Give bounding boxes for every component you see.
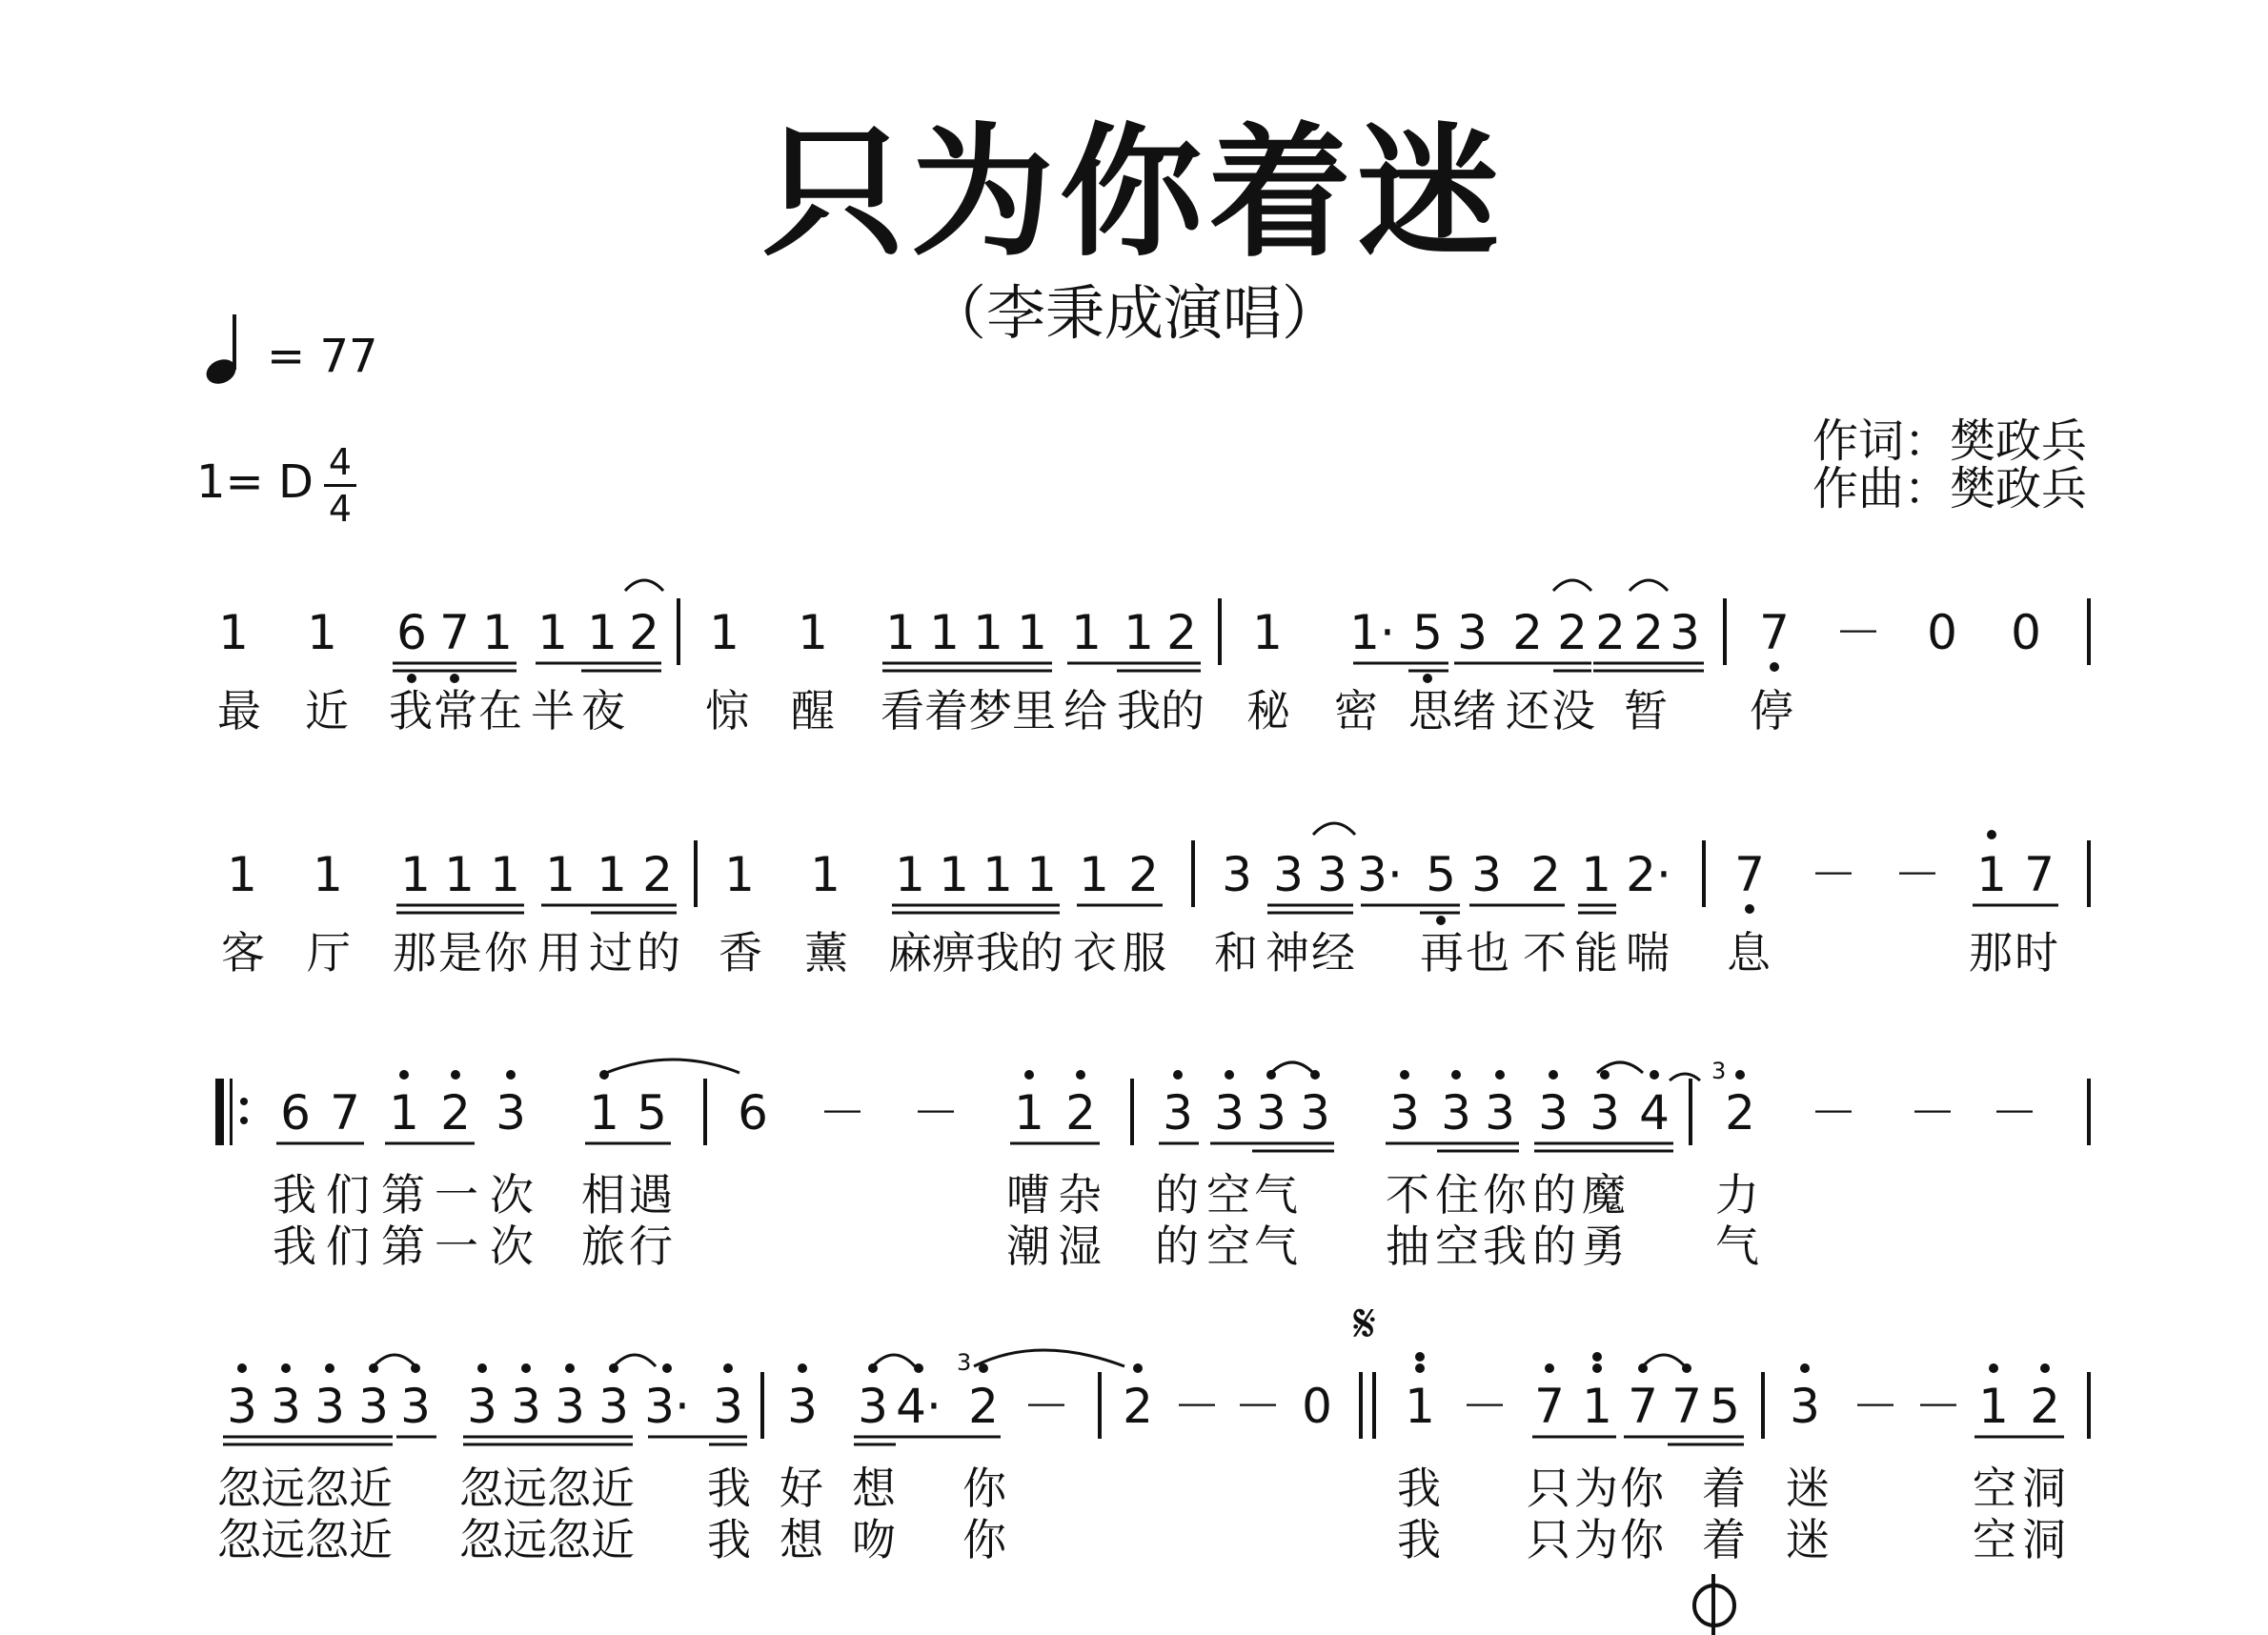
lyric: 还 <box>1506 685 1549 737</box>
lyric: 麻 <box>888 927 932 979</box>
lyric: 吻 <box>852 1514 896 1565</box>
lyric: 的 <box>1155 1221 1199 1272</box>
lyric: 住 <box>1435 1169 1479 1221</box>
note: 4 <box>1639 1085 1670 1140</box>
note: 2 <box>1065 1085 1096 1140</box>
note: 1 <box>1252 605 1283 660</box>
note: 5 <box>1710 1379 1740 1434</box>
lyric: 息 <box>1727 927 1771 979</box>
note: 3 <box>1538 1085 1569 1140</box>
note: 1 <box>1581 847 1611 902</box>
lyric: 惊 <box>705 685 749 737</box>
lyric: 着 <box>1702 1514 1746 1565</box>
lyric: 我 <box>273 1169 316 1221</box>
note: － <box>1234 1379 1282 1434</box>
note: 1 <box>490 847 520 902</box>
note: 2 <box>1530 847 1561 902</box>
note: 3 <box>1256 1085 1286 1140</box>
lyric: 我 <box>707 1514 751 1565</box>
lyric: 魔 <box>1582 1169 1626 1221</box>
note: 7 <box>330 1085 360 1140</box>
lyric: 你 <box>1620 1514 1664 1565</box>
lyric: 为 <box>1574 1463 1618 1514</box>
note: 3 <box>511 1379 541 1434</box>
note: 3· <box>1357 847 1403 902</box>
note: 1 <box>810 847 840 902</box>
lyric: 那 <box>393 927 436 979</box>
lyric: 旅 <box>581 1221 625 1272</box>
lyric: 湿 <box>1058 1221 1102 1272</box>
lyric: 密 <box>1334 685 1378 737</box>
song-subtitle: （李秉成演唱） <box>926 278 1341 348</box>
note: 2 <box>1512 605 1543 660</box>
note: 1 <box>227 847 257 902</box>
lyric: 杂 <box>1058 1169 1102 1221</box>
note: 7 <box>1534 1379 1565 1434</box>
lyric: 你 <box>962 1514 1006 1565</box>
note: 3 <box>1471 847 1502 902</box>
note: 1 <box>1014 1085 1044 1140</box>
note: 3 <box>1273 847 1304 902</box>
lyric: 近 <box>305 685 349 737</box>
lyric: 次 <box>490 1221 534 1272</box>
lyric: 忽远忽近 <box>459 1514 635 1565</box>
note: － <box>1852 1379 1899 1434</box>
note: － <box>1810 847 1857 902</box>
note: 3 <box>400 1379 431 1434</box>
lyric: 忽远忽近 <box>217 1514 393 1565</box>
lyric: 空 <box>1206 1221 1250 1272</box>
lyric: 的 <box>1532 1221 1576 1272</box>
lyric: 再 <box>1420 927 1464 979</box>
lyric: 第 <box>381 1169 425 1221</box>
note: 1 <box>709 605 739 660</box>
note: 1 <box>587 605 618 660</box>
note: 6 <box>738 1085 768 1140</box>
tuplet-label: 3 <box>1711 1058 1727 1084</box>
note: 2 <box>1128 847 1159 902</box>
note: 3 <box>787 1379 818 1434</box>
lyric: 我 <box>1397 1463 1441 1514</box>
note: 1 <box>939 847 969 902</box>
note: 3 <box>467 1379 497 1434</box>
lyric: 给 <box>1063 685 1107 737</box>
lyric: 痹 <box>932 927 976 979</box>
lyric: 空 <box>1973 1463 2016 1514</box>
octave-dots <box>237 662 2050 1373</box>
lyric: 夜 <box>581 685 625 737</box>
lyric: 气 <box>1254 1221 1298 1272</box>
lyric: 的 <box>1020 927 1063 979</box>
lyric: 第 <box>381 1221 425 1272</box>
lyric: 我 <box>976 927 1020 979</box>
note: 2 <box>1633 605 1664 660</box>
lyric: 的 <box>1161 685 1205 737</box>
lyric: 一 <box>435 1169 478 1221</box>
lyric: 里 <box>1012 685 1056 737</box>
note: － <box>1991 1085 2038 1140</box>
lyric: 醒 <box>791 685 835 737</box>
note: 2 <box>1166 605 1197 660</box>
note: 1 <box>895 847 925 902</box>
note: 2 <box>1557 605 1588 660</box>
lyric: 只 <box>1527 1463 1570 1514</box>
note: 1 <box>597 847 627 902</box>
note: 7 <box>1759 605 1790 660</box>
note: 3 <box>598 1379 629 1434</box>
note: 2 <box>1725 1085 1755 1140</box>
note: 1 <box>973 605 1003 660</box>
note: － <box>1461 1379 1509 1434</box>
note: 3 <box>496 1085 526 1140</box>
note: 3 <box>1441 1085 1471 1140</box>
note: 1 <box>1026 847 1057 902</box>
lyric: 勇 <box>1582 1221 1626 1272</box>
note: 0 <box>1302 1379 1332 1434</box>
lyric: 你 <box>1620 1463 1664 1514</box>
note: － <box>912 1085 960 1140</box>
note: － <box>1023 1379 1070 1434</box>
lyric: 没 <box>1551 685 1595 737</box>
lyric: 为 <box>1574 1514 1618 1565</box>
note: 1 <box>929 605 960 660</box>
note: 2 <box>629 605 659 660</box>
note: 5 <box>1412 605 1443 660</box>
lyric: 我 <box>1397 1514 1441 1565</box>
lyric: 你 <box>484 927 528 979</box>
note: 1 <box>1405 1379 1435 1434</box>
lyric: 也 <box>1466 927 1509 979</box>
note: 3 <box>1485 1085 1515 1140</box>
lyric: 梦 <box>968 685 1012 737</box>
note: 3· <box>644 1379 690 1434</box>
lyric: 那 <box>1969 927 2013 979</box>
lyric: 和 <box>1214 927 1258 979</box>
note: 1 <box>724 847 755 902</box>
note: 3 <box>1457 605 1488 660</box>
lyric: 着 <box>924 685 968 737</box>
lyric: 香 <box>719 927 762 979</box>
lyric: 最 <box>217 685 261 737</box>
note: 3 <box>1670 605 1700 660</box>
note: 1 <box>482 605 513 660</box>
note: 1 <box>1071 605 1102 660</box>
note: 1 <box>444 847 475 902</box>
segno-sign: 𝄋 <box>1353 1293 1377 1355</box>
note: 3 <box>555 1379 585 1434</box>
note: 3 <box>713 1379 743 1434</box>
lyric: 们 <box>326 1221 370 1272</box>
lyric: 想 <box>780 1514 823 1565</box>
lyric: 忽远忽近 <box>459 1463 635 1514</box>
note: 1 <box>798 605 828 660</box>
note: 1 <box>389 1085 419 1140</box>
lyric: 常 <box>434 685 477 737</box>
note: 2 <box>2030 1379 2060 1434</box>
lyric: 潮 <box>1006 1221 1050 1272</box>
composer-credit: 作曲：樊政兵 <box>1812 462 2087 515</box>
lyric: 迷 <box>1786 1463 1830 1514</box>
note: 2 <box>1595 605 1626 660</box>
lyric: 服 <box>1123 927 1166 979</box>
note: 7 <box>439 605 470 660</box>
note: 1 <box>307 605 337 660</box>
note: 1 <box>589 1085 619 1140</box>
note: 3 <box>1317 847 1347 902</box>
note: － <box>1893 847 1941 902</box>
note: 1 <box>313 847 343 902</box>
note: 3 <box>1389 1085 1420 1140</box>
lyric: 们 <box>326 1169 370 1221</box>
note: 2 <box>968 1379 999 1434</box>
note: 4· <box>896 1379 942 1434</box>
note: 2 <box>642 847 673 902</box>
lyric: 气 <box>1254 1169 1298 1221</box>
note: 3 <box>1163 1085 1193 1140</box>
lyric: 的 <box>637 927 680 979</box>
lyric: 秘 <box>1246 685 1290 737</box>
note: 2 <box>440 1085 471 1140</box>
key-signature: 1= D <box>196 455 314 509</box>
note: 3 <box>227 1379 257 1434</box>
lyric: 衣 <box>1073 927 1117 979</box>
lyric: 空 <box>1435 1221 1479 1272</box>
note: － <box>1173 1379 1221 1434</box>
note: 2· <box>1626 847 1671 902</box>
lyric: 遇 <box>629 1169 673 1221</box>
lyric: 薰 <box>804 927 848 979</box>
lyric: 我 <box>273 1221 316 1272</box>
note: － <box>819 1085 866 1140</box>
lyric: 不 <box>1523 927 1567 979</box>
lyric: 着 <box>1702 1463 1746 1514</box>
note: 6 <box>396 605 427 660</box>
note: 3 <box>314 1379 345 1434</box>
lyric: 过 <box>589 927 633 979</box>
lyric: 在 <box>478 685 522 737</box>
note: 1 <box>400 847 431 902</box>
note: 1 <box>1978 1379 2009 1434</box>
note: 1 <box>1079 847 1109 902</box>
note: 3 <box>858 1379 888 1434</box>
lyric: 厅 <box>307 927 351 979</box>
beam-lines <box>223 663 2064 1444</box>
lyric: 洞 <box>2022 1514 2066 1565</box>
lyric: 空 <box>1973 1514 2016 1565</box>
note: 1· <box>1349 605 1395 660</box>
note: 1 <box>1976 847 2007 902</box>
note: 2 <box>1123 1379 1153 1434</box>
note: 1 <box>545 847 576 902</box>
tuplet-label: 3 <box>957 1349 972 1376</box>
lyric: 是 <box>438 927 482 979</box>
note: 1 <box>537 605 568 660</box>
tempo-value: = 77 <box>267 330 378 383</box>
note: 1 <box>218 605 249 660</box>
note: 3 <box>358 1379 389 1434</box>
lyric: 喘 <box>1626 927 1670 979</box>
lyric: 你 <box>962 1463 1006 1514</box>
note: 3 <box>1222 847 1252 902</box>
note: 0 <box>2011 605 2041 660</box>
lyric: 暂 <box>1624 685 1668 737</box>
lyric: 相 <box>581 1169 625 1221</box>
lyric: 力 <box>1715 1169 1759 1221</box>
lyric: 思 <box>1408 685 1452 737</box>
time-signature-numerator: 4 <box>328 441 353 483</box>
lyric: 不 <box>1386 1169 1429 1221</box>
lyric: 我 <box>707 1463 751 1514</box>
lyric: 经 <box>1311 927 1355 979</box>
note: － <box>1810 1085 1857 1140</box>
lyric: 用 <box>537 927 581 979</box>
lyric: 忽远忽近 <box>217 1463 393 1514</box>
note: 7 <box>2024 847 2055 902</box>
lyricist-credit: 作词：樊政兵 <box>1812 414 2087 468</box>
note: 7 <box>1671 1379 1702 1434</box>
note: 6 <box>280 1085 311 1140</box>
note: 1 <box>982 847 1013 902</box>
lyric: 只 <box>1527 1514 1570 1565</box>
note: 7 <box>1628 1379 1658 1434</box>
lyric: 好 <box>780 1463 823 1514</box>
lyric: 能 <box>1574 927 1618 979</box>
note: － <box>1909 1085 1956 1140</box>
note: 7 <box>1734 847 1765 902</box>
note: 5 <box>637 1085 667 1140</box>
note: 1 <box>885 605 916 660</box>
lyric: 嘈 <box>1006 1169 1050 1221</box>
lyric: 看 <box>881 685 924 737</box>
lyric: 想 <box>852 1463 896 1514</box>
lyric: 迷 <box>1786 1514 1830 1565</box>
lyric: 抽 <box>1386 1221 1429 1272</box>
lyric: 洞 <box>2022 1463 2066 1514</box>
lyric: 我 <box>389 685 433 737</box>
lyric: 行 <box>629 1221 673 1272</box>
lyric: 我 <box>1117 685 1161 737</box>
lyric: 的 <box>1532 1169 1576 1221</box>
note: 3 <box>1214 1085 1245 1140</box>
lyric: 绪 <box>1452 685 1496 737</box>
lyric: 神 <box>1266 927 1309 979</box>
lyric: 次 <box>490 1169 534 1221</box>
note: 5 <box>1426 847 1456 902</box>
lyric: 空 <box>1206 1169 1250 1221</box>
note: 3 <box>1300 1085 1330 1140</box>
note: 3 <box>1590 1085 1620 1140</box>
lyric: 你 <box>1483 1169 1527 1221</box>
note: 0 <box>1927 605 1957 660</box>
lyric: 的 <box>1155 1169 1199 1221</box>
note: 1 <box>1124 605 1154 660</box>
note: 3 <box>271 1379 301 1434</box>
lyric: 客 <box>221 927 265 979</box>
lyric: 气 <box>1715 1221 1759 1272</box>
lyric: 时 <box>2015 927 2058 979</box>
note: － <box>1834 605 1882 660</box>
note: 3 <box>1790 1379 1820 1434</box>
note: 1 <box>1017 605 1047 660</box>
note: － <box>1914 1379 1962 1434</box>
lyric: 半 <box>531 685 575 737</box>
song-title: 只为你着迷 <box>761 111 1506 276</box>
lyric: 我 <box>1483 1221 1527 1272</box>
time-signature-denominator: 4 <box>328 488 353 530</box>
lyric: 一 <box>435 1221 478 1272</box>
lyric: 停 <box>1750 685 1793 737</box>
note: 1 <box>1582 1379 1612 1434</box>
slurs <box>374 580 1700 1366</box>
